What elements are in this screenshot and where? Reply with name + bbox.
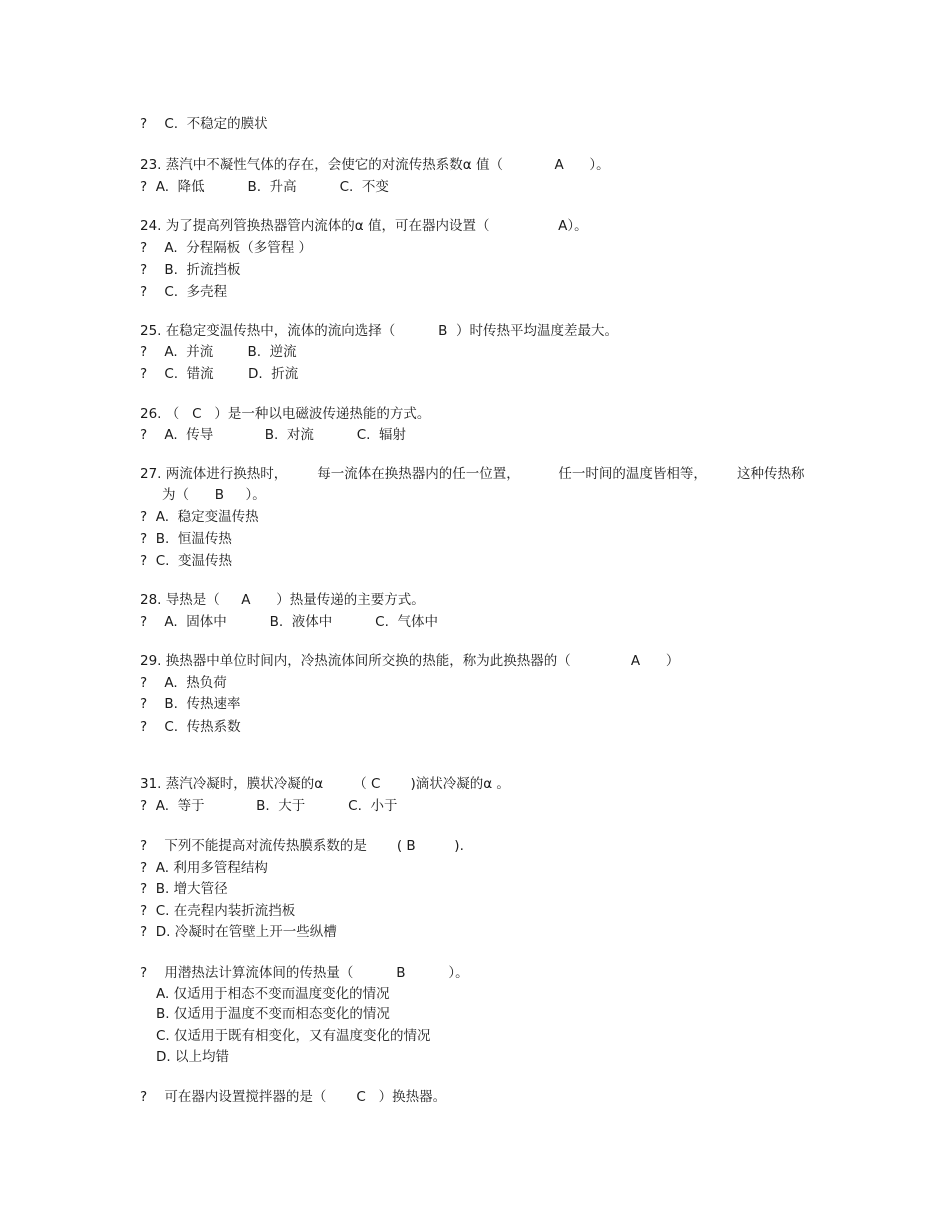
- option-line: ? C. 在壳程内装折流挡板: [140, 903, 296, 919]
- option-line: ? A. 热负荷: [140, 675, 227, 691]
- option-line: D. 以上均错: [156, 1049, 229, 1065]
- option-line: ? A. 稳定变温传热: [140, 509, 259, 525]
- option-line: C. 仅适用于既有相变化，又有温度变化的情况: [156, 1028, 431, 1044]
- question-24: 24. 为了提高列管换热器管内流体的α 值，可在器内设置（ A）。: [140, 218, 588, 234]
- option-line: ? A. 传导 B. 对流 C. 辐射: [140, 427, 407, 443]
- option-line: ? B. 传热速率: [140, 696, 241, 712]
- question-stirrer: ? 可在器内设置搅拌器的是（ C ）换热器。: [140, 1089, 447, 1105]
- option-line: ? C. 传热系数: [140, 719, 241, 735]
- question-latent-heat: ? 用潜热法计算流体间的传热量（ B ）。: [140, 965, 469, 981]
- question-29: 29. 换热器中单位时间内，冷热流体间所交换的热能，称为此换热器的（ A ）: [140, 653, 680, 669]
- option-line: B. 仅适用于温度不变而相态变化的情况: [156, 1006, 390, 1022]
- option-line: ? D. 冷凝时在管壁上开一些纵槽: [140, 924, 337, 940]
- question-27-cont: 为（ B ）。: [162, 487, 266, 503]
- question-28: 28. 导热是（ A ）热量传递的主要方式。: [140, 592, 425, 608]
- option-line: ? B. 增大管径: [140, 881, 228, 897]
- option-line: ? A. 利用多管程结构: [140, 860, 268, 876]
- option-line: ? C. 变温传热: [140, 553, 233, 569]
- question-23: 23. 蒸汽中不凝性气体的存在，会使它的对流传热系数α 值（ A ）。: [140, 157, 610, 173]
- question-31: 31. 蒸汽冷凝时，膜状冷凝的α （ C )滴状冷凝的α 。: [140, 776, 510, 792]
- option-line: A. 仅适用于相态不变而温度变化的情况: [156, 986, 390, 1002]
- option-line: ? C. 错流 D. 折流: [140, 366, 299, 382]
- question-25: 25. 在稳定变温传热中，流体的流向选择（ B ）时传热平均温度差最大。: [140, 323, 619, 339]
- text-line: ? C. 不稳定的膜状: [140, 116, 268, 132]
- question-film-coefficient: ? 下列不能提高对流传热膜系数的是 ( B ).: [140, 838, 464, 854]
- question-26: 26. （ C ）是一种以电磁波传递热能的方式。: [140, 406, 431, 422]
- option-line: ? A. 固体中 B. 液体中 C. 气体中: [140, 614, 438, 630]
- option-line: ? B. 折流挡板: [140, 262, 241, 278]
- option-line: ? A. 等于 B. 大于 C. 小于: [140, 798, 398, 814]
- option-line: ? C. 多壳程: [140, 284, 228, 300]
- option-line: ? B. 恒温传热: [140, 531, 232, 547]
- question-27: 27. 两流体进行换热时， 每一流体在换热器内的任一位置， 任一时间的温度皆相等， 这种传热称: [140, 466, 805, 482]
- option-line: ? A. 并流 B. 逆流: [140, 344, 297, 360]
- option-line: ? A. 降低 B. 升高 C. 不变: [140, 179, 389, 195]
- option-line: ? A. 分程隔板（多管程 ）: [140, 240, 312, 256]
